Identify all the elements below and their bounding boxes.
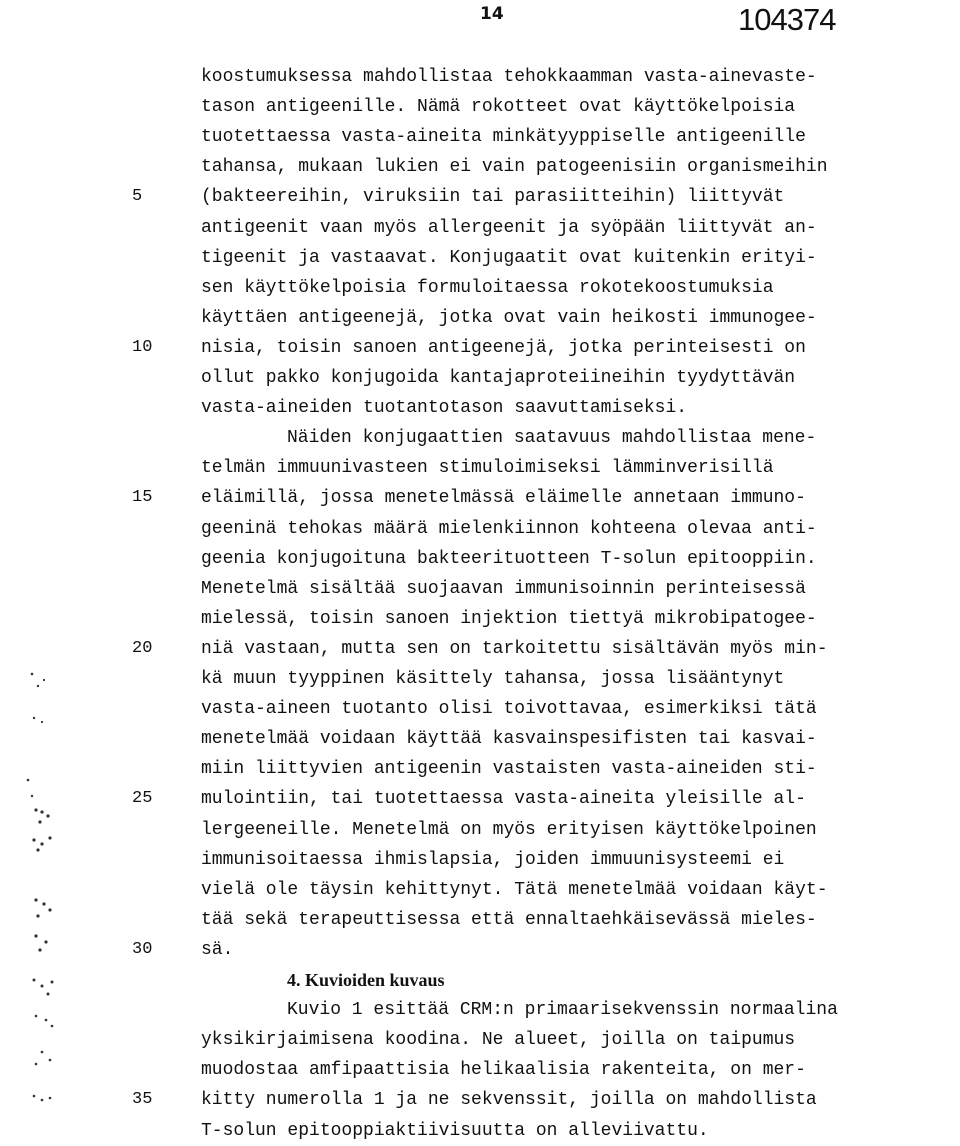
text-line: vasta-aineen tuotanto olisi toivottavaa, esimerkiksi tätä xyxy=(201,699,817,720)
text-line: lergeeneille. Menetelmä on myös erityisen käyttökelpoinen xyxy=(201,819,817,840)
text-line: tahansa, mukaan lukien ei vain patogeenisiin organismeihin xyxy=(201,157,828,178)
text-line: geeninä tehokas määrä mielenkiinnon kohteena olevaa anti- xyxy=(201,518,817,539)
text-line: mielessä, toisin sanoen injektion tiettyä mikrobipatogee- xyxy=(201,608,817,629)
text-line: nisia, toisin sanoen antigeenejä, jotka perinteisesti on xyxy=(201,337,806,358)
text-line: tuotettaessa vasta-aineita minkätyyppiselle antigeenille xyxy=(201,127,806,148)
text-line: kitty numerolla 1 ja ne sekvenssit, joilla on mahdollista xyxy=(201,1090,817,1111)
text-line: antigeenit vaan myös allergeenit ja syöpään liittyvät an- xyxy=(201,217,817,238)
text-line: geenia konjugoituna bakteerituotteen T-solun epitooppiin. xyxy=(201,548,817,569)
text-line: käyttäen antigeenejä, jotka ovat vain heikosti immunogee- xyxy=(201,307,817,328)
text-line: niä vastaan, mutta sen on tarkoitettu sisältävän myös min- xyxy=(201,638,828,659)
text-line: T-solun epitooppiaktiivisuutta on alleviivattu. xyxy=(201,1120,709,1141)
document-number: 104374 xyxy=(738,2,836,37)
text-line: vielä ole täysin kehittynyt. Tätä menetelmää voidaan käyt- xyxy=(201,879,828,900)
text-line: tason antigeenille. Nämä rokotteet ovat käyttökelpoisia xyxy=(201,97,796,118)
text-line: (bakteereihin, viruksiin tai parasiitteihin) liittyvät xyxy=(201,187,785,208)
line-number: 15 xyxy=(132,488,153,508)
line-number: 5 xyxy=(132,187,143,207)
text-line: Näiden konjugaattien saatavuus mahdollistaa mene- xyxy=(287,428,817,449)
text-line: immunisoitaessa ihmislapsia, joiden immuunisysteemi ei xyxy=(201,849,785,870)
text-line: ollut pakko konjugoida kantajaproteiineihin tyydyttävän xyxy=(201,368,796,388)
text-line: sen käyttökelpoisia formuloitaessa rokotekoostumuksia xyxy=(201,277,774,298)
text-line: Kuvio 1 esittää CRM:n primaarisekvenssin normaalina xyxy=(287,1000,838,1021)
line-number: 25 xyxy=(132,789,153,809)
line-number: 30 xyxy=(132,939,153,959)
text-line: telmän immuunivasteen stimuloimiseksi lämminverisillä xyxy=(201,458,774,479)
text-line: menetelmää voidaan käyttää kasvainspesifisten tai kasvai- xyxy=(201,729,817,750)
text-line: Menetelmä sisältää suojaavan immunisoinnin perinteisessä xyxy=(201,578,806,599)
text-line: miin liittyvien antigeenin vastaisten vasta-aineiden sti- xyxy=(201,759,817,780)
line-number: 10 xyxy=(132,337,153,357)
line-number: 35 xyxy=(132,1090,153,1110)
text-line: mulointiin, tai tuotettaessa vasta-aineita yleisille al- xyxy=(201,789,806,810)
text-line: vasta-aineiden tuotantotason saavuttamiseksi. xyxy=(201,398,688,419)
text-line: muodostaa amfipaattisia helikaalisia rakenteita, on mer- xyxy=(201,1060,806,1081)
text-line: koostumuksessa mahdollistaa tehokkaamman vasta-ainevaste- xyxy=(201,67,817,87)
text-line: tää sekä terapeuttisessa että ennaltaehkäisevässä mieles- xyxy=(201,909,817,930)
text-line: yksikirjaimisena koodina. Ne alueet, joilla on taipumus xyxy=(201,1030,796,1051)
text-line: eläimillä, jossa menetelmässä eläimelle annetaan immuno- xyxy=(201,488,806,509)
page-number: 14 xyxy=(480,4,504,24)
text-line: kä muun tyyppinen käsittely tahansa, jossa lisääntynyt xyxy=(201,669,785,689)
section-heading: 4. Kuvioiden kuvaus xyxy=(287,970,445,990)
scan-noise-specks xyxy=(20,660,100,1120)
line-number: 20 xyxy=(132,638,153,658)
text-line: sä. xyxy=(201,939,234,960)
text-line: tigeenit ja vastaavat. Konjugaatit ovat kuitenkin erityi- xyxy=(201,247,817,268)
